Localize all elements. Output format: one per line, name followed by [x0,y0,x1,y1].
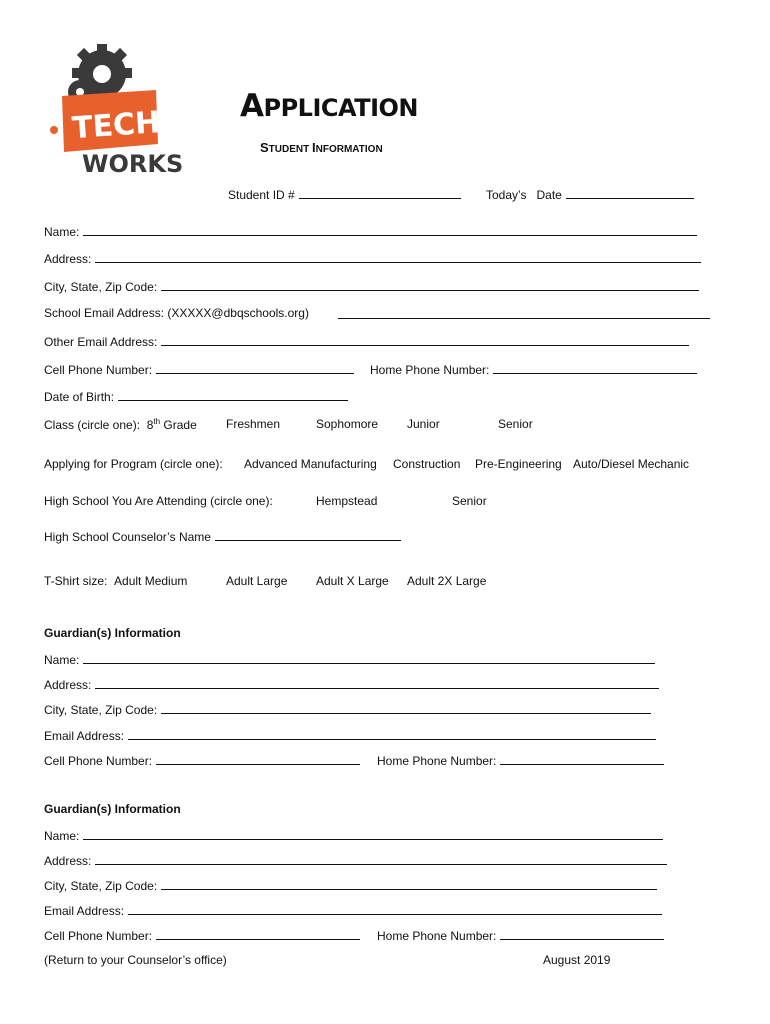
guardian1-name-row [44,651,655,667]
student-cell-field[interactable] [156,361,354,374]
high-school-label: High School You Are Attending (circle one): [44,494,273,508]
address-label: Address: [44,854,92,868]
title-rest: PPLICATION [263,94,419,122]
guardian1-home-row [377,752,664,768]
today-label: Today’s [486,188,527,202]
other-email-field[interactable] [161,333,689,346]
city-label: City, State, Zip Code: [44,879,158,893]
cell-label: Cell Phone Number: [44,754,153,768]
today-date-field[interactable] [566,186,694,199]
guardian2-email-field[interactable] [128,902,662,915]
counselor-row [44,528,401,544]
program-option-construction[interactable]: Construction [393,457,461,471]
tshirt-label: T-Shirt size: [44,574,108,588]
class-option-junior[interactable]: Junior [407,417,440,431]
tshirt-label-row [44,574,187,588]
student-id-label: Student ID # [228,188,295,202]
city-label: City, State, Zip Code: [44,280,158,294]
logo-word-works: WORKS [82,150,184,178]
title-initial: A [240,88,264,124]
guardian2-name-field[interactable] [83,827,663,840]
student-address-row [44,250,701,266]
school-email-row [44,306,309,320]
guardian1-city-row [44,701,651,717]
guardian1-cell-row [44,752,360,768]
school-email-line [334,306,710,322]
class-option-8th[interactable]: 8th Grade [146,417,197,432]
address-label: Address: [44,252,92,266]
name-label: Name: [44,225,80,239]
guardian2-address-field[interactable] [95,852,667,865]
student-home-field[interactable] [493,361,697,374]
subtitle-part: TUDENT [268,144,313,155]
date-label: Date [536,188,562,202]
guardian2-address-row [44,852,667,868]
guardian1-city-field[interactable] [161,701,651,714]
student-cell-row [44,361,354,377]
program-option-auto-diesel[interactable]: Auto/Diesel Mechanic [573,457,690,471]
guardian2-email-row [44,902,662,918]
class-label-row [44,417,197,432]
guardian1-email-row [44,727,656,743]
guardian1-heading: Guardian(s) Information [44,626,181,640]
tshirt-option-large[interactable]: Adult Large [226,574,288,588]
name-label: Name: [44,653,80,667]
program-label: Applying for Program (circle one): [44,457,223,471]
class-option-freshmen[interactable]: Freshmen [226,417,281,431]
home-label: Home Phone Number: [377,754,497,768]
email-label: Email Address: [44,904,125,918]
guardian2-cell-row [44,927,360,943]
tshirt-option-xlarge[interactable]: Adult X Large [316,574,389,588]
student-id-row [228,186,461,202]
program-option-advanced-manufacturing[interactable]: Advanced Manufacturing [244,457,377,471]
student-name-row [44,223,697,239]
today-date-row [486,186,694,202]
dob-row [44,388,348,404]
subtitle-part: I [312,140,316,155]
city-label: City, State, Zip Code: [44,703,158,717]
tech-tag [50,90,161,152]
student-city-row [44,278,699,294]
email-label: Email Address: [44,729,125,743]
tshirt-option-medium[interactable]: Adult Medium [114,574,188,588]
subtitle-part: NFORMATION [315,144,383,155]
high-school-option-senior[interactable]: Senior [452,494,487,508]
class-option-sophomore[interactable]: Sophomore [316,417,379,431]
class-option-senior[interactable]: Senior [498,417,533,431]
high-school-option-hempstead[interactable]: Hempstead [316,494,378,508]
guardian1-name-field[interactable] [83,651,655,664]
home-label: Home Phone Number: [370,363,490,377]
guardian2-cell-field[interactable] [156,927,360,940]
guardian2-city-row [44,877,657,893]
guardian1-email-field[interactable] [128,727,656,740]
dob-label: Date of Birth: [44,390,115,404]
school-email-field[interactable] [338,306,710,319]
program-option-pre-engineering[interactable]: Pre-Engineering [475,457,562,471]
counselor-field[interactable] [215,528,401,541]
guardian1-cell-field[interactable] [156,752,360,765]
guardian1-address-row [44,676,659,692]
school-email-label: School Email Address: (XXXXX@dbqschools.org) [44,306,309,320]
guardian2-heading: Guardian(s) Information [44,802,181,816]
return-note: (Return to your Counselor’s office) [44,953,227,967]
guardian1-home-field[interactable] [500,752,664,765]
counselor-label: High School Counselor’s Name [44,530,211,544]
guardian2-city-field[interactable] [161,877,657,890]
student-home-row [370,361,697,377]
guardian2-home-field[interactable] [500,927,664,940]
cell-label: Cell Phone Number: [44,363,153,377]
guardian2-name-row [44,827,663,843]
subtitle-part: S [260,140,269,155]
guardian2-home-row [377,927,664,943]
tshirt-option-2xlarge[interactable]: Adult 2X Large [407,574,487,588]
guardian1-address-field[interactable] [95,676,659,689]
student-address-field[interactable] [95,250,701,263]
other-email-row [44,333,689,349]
other-email-label: Other Email Address: [44,335,158,349]
student-id-field[interactable] [299,186,461,199]
page-subtitle [260,140,383,155]
student-city-field[interactable] [161,278,699,291]
address-label: Address: [44,678,92,692]
home-label: Home Phone Number: [377,929,497,943]
dob-field[interactable] [118,388,348,401]
logo-word-tech: TECH [71,105,162,147]
class-label: Class (circle one): [44,418,141,432]
cell-label: Cell Phone Number: [44,929,153,943]
student-name-field[interactable] [83,223,697,236]
form-date: August 2019 [543,953,611,967]
techworks-logo [44,44,184,178]
page-title [240,88,418,124]
name-label: Name: [44,829,80,843]
